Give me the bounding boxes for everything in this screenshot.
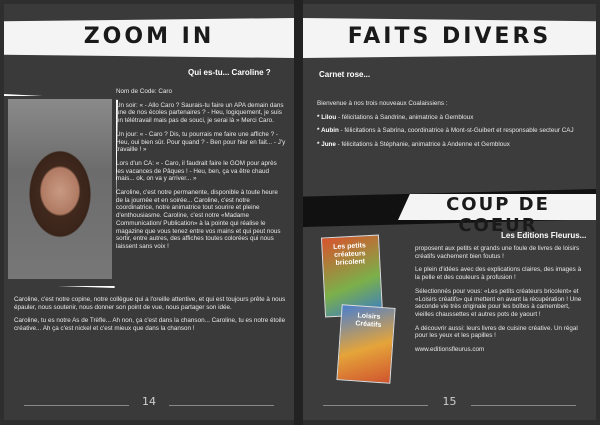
- list-item: [317, 127, 577, 135]
- item-text: - félicitations à Sabrina, coordinatrice à Mont-st-Guibert et responsable secteur CAJ: [338, 127, 574, 135]
- list-item: [317, 141, 577, 149]
- page-15: [303, 4, 596, 420]
- paragraph: Lors d'un CA: « - Caro, il faudrait faire le GOM pour après les vacances de Pâques ! - Heu, ben, ça va être chaud mais... ok, on va y arriver... »: [116, 159, 277, 183]
- page-number: 14: [142, 395, 156, 408]
- page-title: FAITS DIVERS: [347, 24, 552, 49]
- section-title: COUP DE COEUR: [446, 194, 550, 236]
- paragraph: Bienvenue à nos trois nouveaux Coalaissiens :: [317, 100, 448, 107]
- list-item: [317, 114, 577, 122]
- book-cover: [336, 304, 395, 384]
- coeur-text: [415, 245, 585, 360]
- book-title: Les petits créateurs bricolent: [332, 242, 366, 267]
- page-gutter: [294, 0, 303, 425]
- item-text: - félicitations à Stéphanie, animatrice à Andenne et Gembloux: [335, 141, 510, 149]
- paragraph: Nom de Code: Caro: [116, 88, 172, 95]
- page-number: 15: [442, 395, 457, 408]
- paragraph: Un soir: « - Allo Caro ? Saurais-tu faire un APA demain dans une de nos écoles partenaires ? - Heu, logiquement, je suis en télétravail mais pas de souci, je serai là » Merci Caro.: [116, 101, 284, 125]
- book-title: Loisirs Créatifs: [355, 312, 382, 330]
- paragraph: Caroline, tu es notre As de Trèfle... Ah non, ça c'est dans la chanson... Caroline, tu es notre étoile créative... Ah ça c'est nickel et c'est mieux que dans la chanson !: [14, 317, 286, 333]
- item-text: - félicitations à Sandrine, animatrice à Gembloux: [336, 113, 474, 121]
- section-subtitle: Qui es-tu... Caroline ?: [188, 68, 271, 77]
- coeur-subtitle: Les Editions Fleurus...: [501, 231, 587, 240]
- website-link[interactable]: www.editionsfleurus.com: [415, 346, 485, 354]
- interview-text: [116, 88, 286, 257]
- paragraph: Sélectionnés pour vous: «Les petits créateurs bricolent» et «Loisirs créatifs» qui mettent en avant la récupération ! Une seconde vie très originale pour les boîtes à camembert, vieilles chaussettes et autres pots de yaourt !: [415, 287, 582, 318]
- baby-name: * Aubin: [317, 127, 339, 135]
- page-14: [4, 4, 294, 420]
- portrait-photo: [8, 99, 112, 279]
- page-title: ZOOM IN: [83, 24, 215, 49]
- paragraph: Un jour: « - Caro ? Dis, tu pourrais me faire une affiche ? - Heu, oui bien sûr. Pour quand ? - Ben pour hier en fait... - J'y travaille ! »: [116, 130, 286, 154]
- bottom-text: [14, 296, 286, 339]
- paragraph: Caroline, c'est notre permanente, disponible à toute heure de la journée et en soirée... Caroline, c'est notre coordinatrice, notre animatrice tout sourire et pleine d'enthousiasme. Caroline, c'est notre «Madame Communication/ Publication» à la pointe qui réalise le magazine que vous tenez entre vos mains et qui peut nous sortir, entre autres, des affiches toutes colorées qui nous laissent sans voix !: [116, 189, 281, 250]
- paragraph: Le plein d'idées avec des explications claires, des images à la pelle et des couleurs à profusion !: [415, 266, 582, 282]
- section-subtitle: Carnet rose...: [319, 70, 371, 79]
- paragraph: A découvrir aussi: leurs livres de cuisine créative. Un régal pour les yeux et les papilles !: [415, 324, 578, 340]
- baby-name: * Lilou: [317, 113, 337, 121]
- baby-name: * June: [317, 141, 336, 149]
- paragraph: Caroline, c'est notre copine, notre collègue qui a l'oreille attentive, et qui est toujours prête à nous épauler, nous soutenir, nous donner son point de vue, nous partager son idée.: [14, 296, 286, 311]
- paragraph: proposent aux petits et grands une foule de livres de loisirs créatifs vachement bien foutus !: [415, 245, 580, 260]
- births-text: [317, 100, 577, 155]
